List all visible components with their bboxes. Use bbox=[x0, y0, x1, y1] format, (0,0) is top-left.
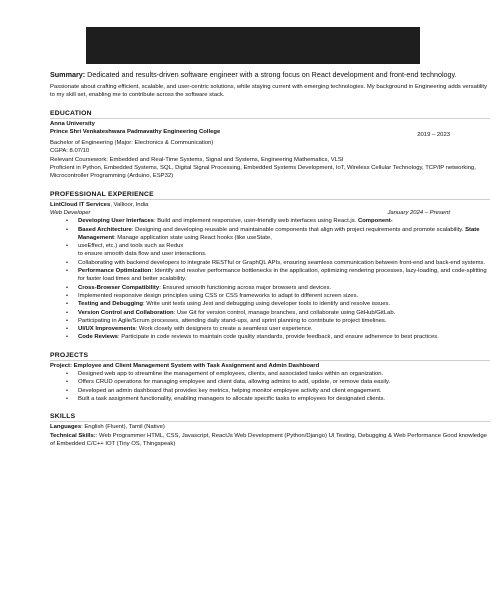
projects-title: PROJECTS bbox=[50, 351, 89, 359]
list-item: • Version Control and Collaboration: Use Git for version control, manage branches, and collaborate using GitHub/GitLab. bbox=[66, 309, 396, 316]
projects-divider bbox=[50, 360, 490, 361]
cgpa: CGPA: 8.07/10 bbox=[50, 148, 90, 155]
list-item: • Offers CRUD operations for managing employee and client data, allowing admins to add, update, or remove data easily. bbox=[66, 379, 391, 386]
experience-title: PROFESSIONAL EXPERIENCE bbox=[50, 190, 154, 198]
list-item: • useEffect, etc.) and tools such as Redux bbox=[66, 243, 184, 250]
company-line bbox=[50, 201, 490, 209]
job-dates: January 2024 – Present bbox=[387, 209, 450, 216]
list-item: • Performance Optimization: Identify and resolve performance bottlenecks in the application, optimizing rendering processes, lazy-loading, and code-splitting for faster load times and better scalability. bbox=[66, 268, 487, 283]
list-item: • Participating in Agile/Scrum processes, attending daily stand-ups, and sprint planning to contribute to project timelines. bbox=[66, 317, 387, 324]
experience-list bbox=[50, 217, 490, 341]
experience-divider bbox=[50, 199, 490, 200]
degree: Bachelor of Engineering (Major: Electronics & Communication) bbox=[50, 140, 214, 147]
proficient-skills: Proficient in Python, Embedded Systems, SQL, Digital Signal Processing, Embedded Systems Development, IoT, Wireless Cellular Technology, TCP/IP networking, Microcontroller Programming (Arduino, ESP32) bbox=[50, 165, 476, 180]
company-name: LintCloud IT Services bbox=[50, 201, 111, 208]
languages-line: Languages: English (Fluent), Tamil (Native) bbox=[50, 424, 165, 431]
list-item: • Developing User Interfaces: Build and implement responsive, user-friendly web interfaces using React.js. Component- bbox=[66, 218, 393, 225]
list-item: • Code Reviews: Participate in code reviews to maintain code quality standards, provide feedback, and ensure adherence to best practices. bbox=[66, 334, 439, 341]
summary-line bbox=[50, 70, 490, 79]
skills-divider bbox=[50, 421, 490, 422]
list-item: • Implemented responsive design principles using CSS or CSS frameworks to adapt to different screen sizes. bbox=[66, 292, 359, 299]
education-dates: 2019 – 2023 bbox=[417, 131, 450, 138]
list-item: • Cross-Browser Compatibility: Ensured smooth functioning across major browsers and devices. bbox=[66, 284, 332, 291]
coursework: Relevant Coursework: Embedded and Real-Time Systems, Signal and Systems, Engineering Mathematics, VLSI bbox=[50, 156, 344, 163]
skills-title: SKILLS bbox=[50, 413, 76, 421]
project-list bbox=[50, 370, 490, 403]
summary-label: Summary: bbox=[50, 70, 86, 79]
list-item: to ensure smooth data flow and user interactions. bbox=[78, 251, 207, 258]
list-item: • Testing and Debugging: Write unit tests using Jest and debugging using developer tools to identify and resolve issues. bbox=[66, 301, 391, 308]
list-item: • Based Architecture: Designing and developing reusable and maintainable components that align with project requirements and promote scalability. State Management: Manage application state using React hooks (like useState, bbox=[66, 226, 480, 241]
list-item: • Developed an admin dashboard that provides key metrics, helping monitor employee activity and client engagement. bbox=[66, 387, 382, 394]
summary-text: Dedicated and results-driven software engineer with a strong focus on React development and front-end technology. bbox=[85, 70, 457, 79]
list-item: • Built a task assignment functionality, enabling managers to allocate specific tasks to employees for designated clients. bbox=[66, 395, 386, 402]
job-role: Web Developer bbox=[50, 209, 91, 216]
project-label: Project: Employee and Client Management System with Task Assignment and Admin Dashboard bbox=[50, 362, 320, 369]
summary-paragraph: Passionate about crafting efficient, scalable, and user-centric solutions, while staying current with emerging technologies. My background in Engineering adds versatility to my skill set, enabling me to contribute across the software stack. bbox=[50, 84, 488, 99]
technical-skills-line: Technical Skills:: Web Programmer HTML, CSS, Javascript, ReactJs Web Development (Python/Django) UI Testing, Debugging & Web Performance Good knowledge of Embedded C/C++ IOT (Tiny OS, Thingspeak) bbox=[50, 432, 487, 447]
list-item: • UI/UX Improvements: Work closely with designers to create a seamless user experience. bbox=[66, 326, 313, 333]
company-location: , Vallioor, India bbox=[110, 201, 149, 208]
education-divider bbox=[50, 118, 490, 119]
list-item: • Collaborating with backend developers to integrate RESTful or GraphQL APIs, ensuring seamless communication between front-end and back-end systems. bbox=[66, 259, 486, 266]
university-name: Anna University bbox=[50, 120, 95, 127]
list-item: • Designed web app to streamline the management of employees, clients, and associated tasks within an organization. bbox=[66, 371, 384, 378]
education-title: EDUCATION bbox=[50, 109, 92, 117]
redacted-header bbox=[86, 27, 420, 64]
college-name: Prince Shri Venkateshwara Padmavathy Engineering College bbox=[50, 128, 221, 135]
resume-content bbox=[50, 70, 490, 448]
